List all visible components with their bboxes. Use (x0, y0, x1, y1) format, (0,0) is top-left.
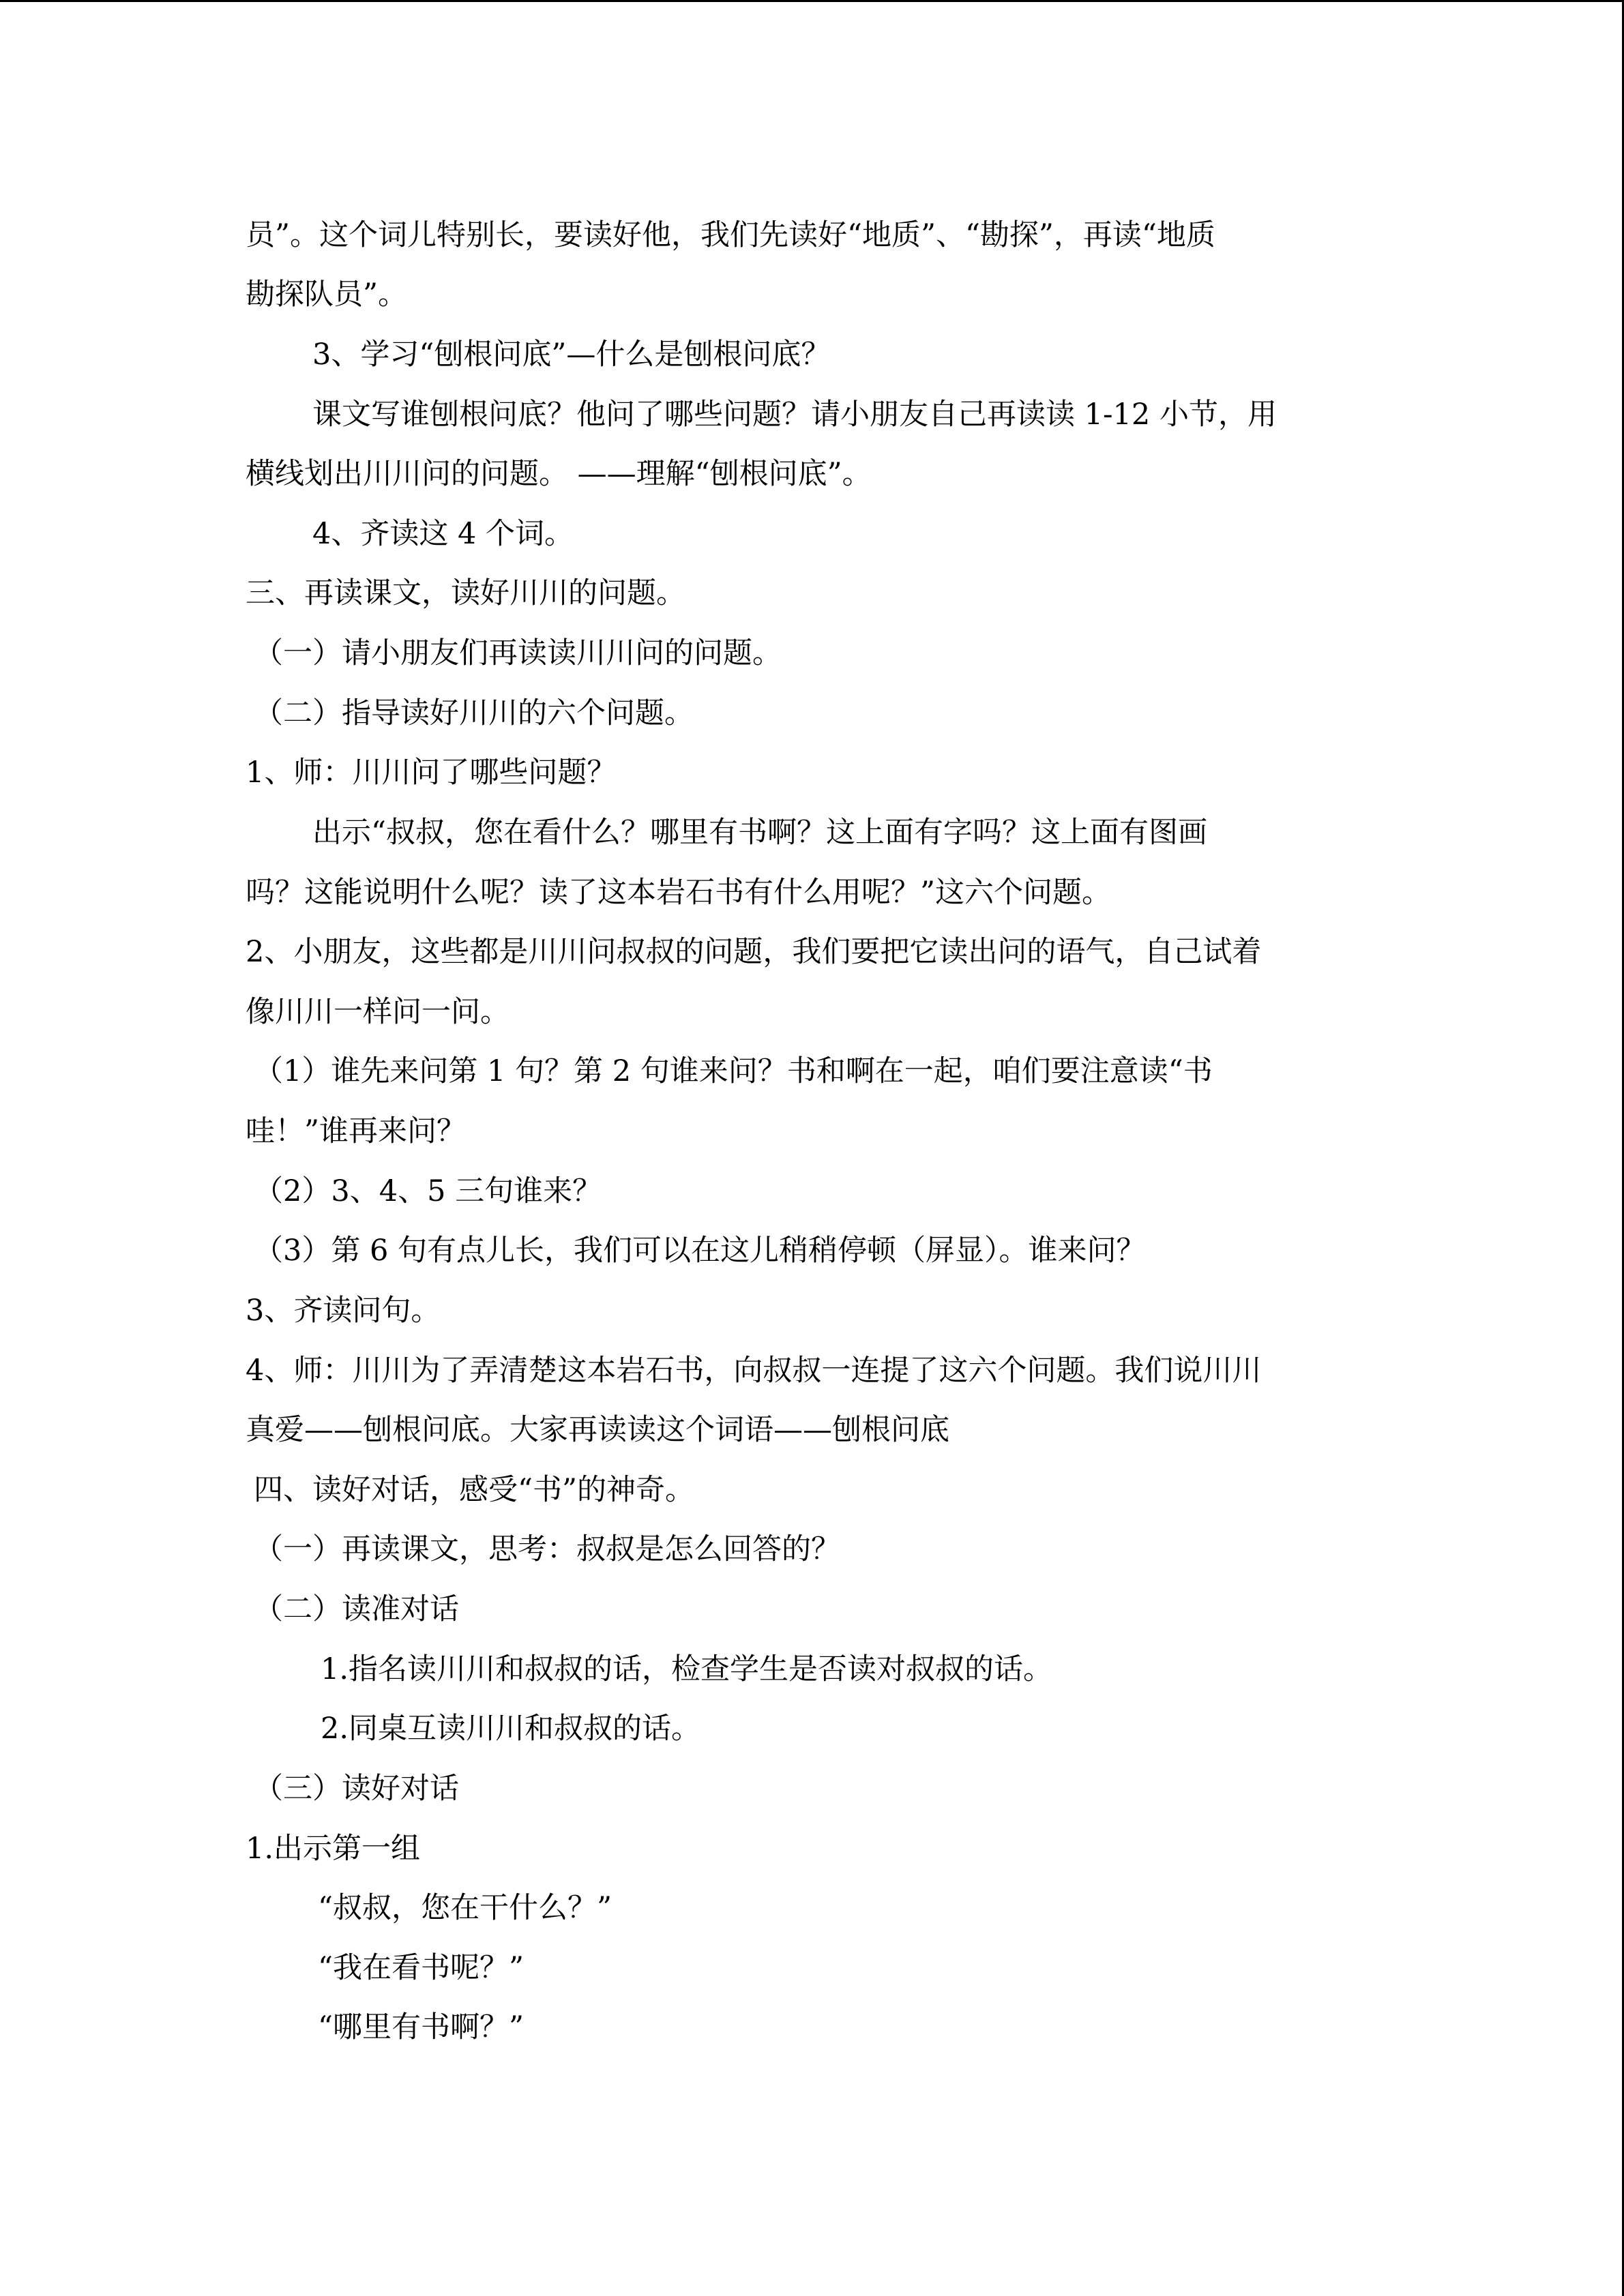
subsection-heading: （二）指导读好川川的六个问题。 (254, 696, 694, 730)
text-line: 横线划出川川问的问题。 ——理解“刨根问底”。 (246, 457, 872, 491)
dialogue-line: “我在看书呢？” (318, 1951, 524, 1985)
dialogue-line: “哪里有书啊？” (318, 2010, 524, 2044)
text-line: 哇！”谁再来问？ (246, 1114, 466, 1148)
text-line: （2）3、4、5 三句谁来？ (254, 1174, 602, 1208)
subsection-heading: （一）请小朋友们再读读川川问的问题。 (254, 636, 782, 670)
text-line: 1.出示第一组 (246, 1832, 421, 1866)
text-line: 4、师：川川为了弄清楚这本岩石书，向叔叔一连提了这六个问题。我们说川川 (246, 1354, 1262, 1388)
text-line: 4、齐读这 4 个词。 (312, 517, 574, 551)
text-line: （3）第 6 句有点儿长，我们可以在这儿稍稍停顿（屏显）。谁来问？ (254, 1234, 1146, 1268)
subsection-heading: （一）再读课文，思考：叔叔是怎么回答的？ (254, 1532, 840, 1566)
text-line: 2.同桌互读川川和叔叔的话。 (321, 1712, 701, 1746)
text-line: 1、师：川川问了哪些问题？ (246, 756, 617, 790)
text-line: 勘探队员”。 (246, 278, 407, 312)
text-line: 真爱——刨根问底。大家再读读这个词语——刨根问底 (246, 1413, 949, 1447)
text-line: 课文写谁刨根问底？他问了哪些问题？请小朋友自己再读读 1-12 小节，用 (312, 398, 1277, 432)
text-line: 像川川一样问一问。 (246, 995, 510, 1029)
text-line: （1）谁先来问第 1 句？第 2 句谁来问？书和啊在一起，咱们要注意读“书 (254, 1054, 1213, 1088)
section-heading: 四、读好对话，感受“书”的神奇。 (254, 1473, 694, 1507)
section-heading: 三、再读课文，读好川川的问题。 (246, 576, 685, 610)
text-line: 3、学习“刨根问底”—什么是刨根问底？ (312, 338, 831, 372)
subsection-heading: （二）读准对话 (254, 1592, 459, 1626)
text-line: 员”。这个词儿特别长，要读好他，我们先读好“地质”、“勘探”，再读“地质 (246, 218, 1215, 252)
text-line: 1.指名读川川和叔叔的话，检查学生是否读对叔叔的话。 (321, 1652, 1053, 1686)
text-line: 吗？这能说明什么呢？读了这本岩石书有什么用呢？”这六个问题。 (246, 876, 1111, 910)
subsection-heading: （三）读好对话 (254, 1772, 459, 1806)
text-line: 出示“叔叔，您在看什么？哪里有书啊？这上面有字吗？这上面有图画 (312, 816, 1207, 850)
dialogue-line: “叔叔，您在干什么？” (318, 1891, 612, 1925)
text-line: 2、小朋友，这些都是川川问叔叔的问题，我们要把它读出问的语气，自己试着 (246, 935, 1262, 969)
text-line: 3、齐读问句。 (246, 1294, 441, 1328)
